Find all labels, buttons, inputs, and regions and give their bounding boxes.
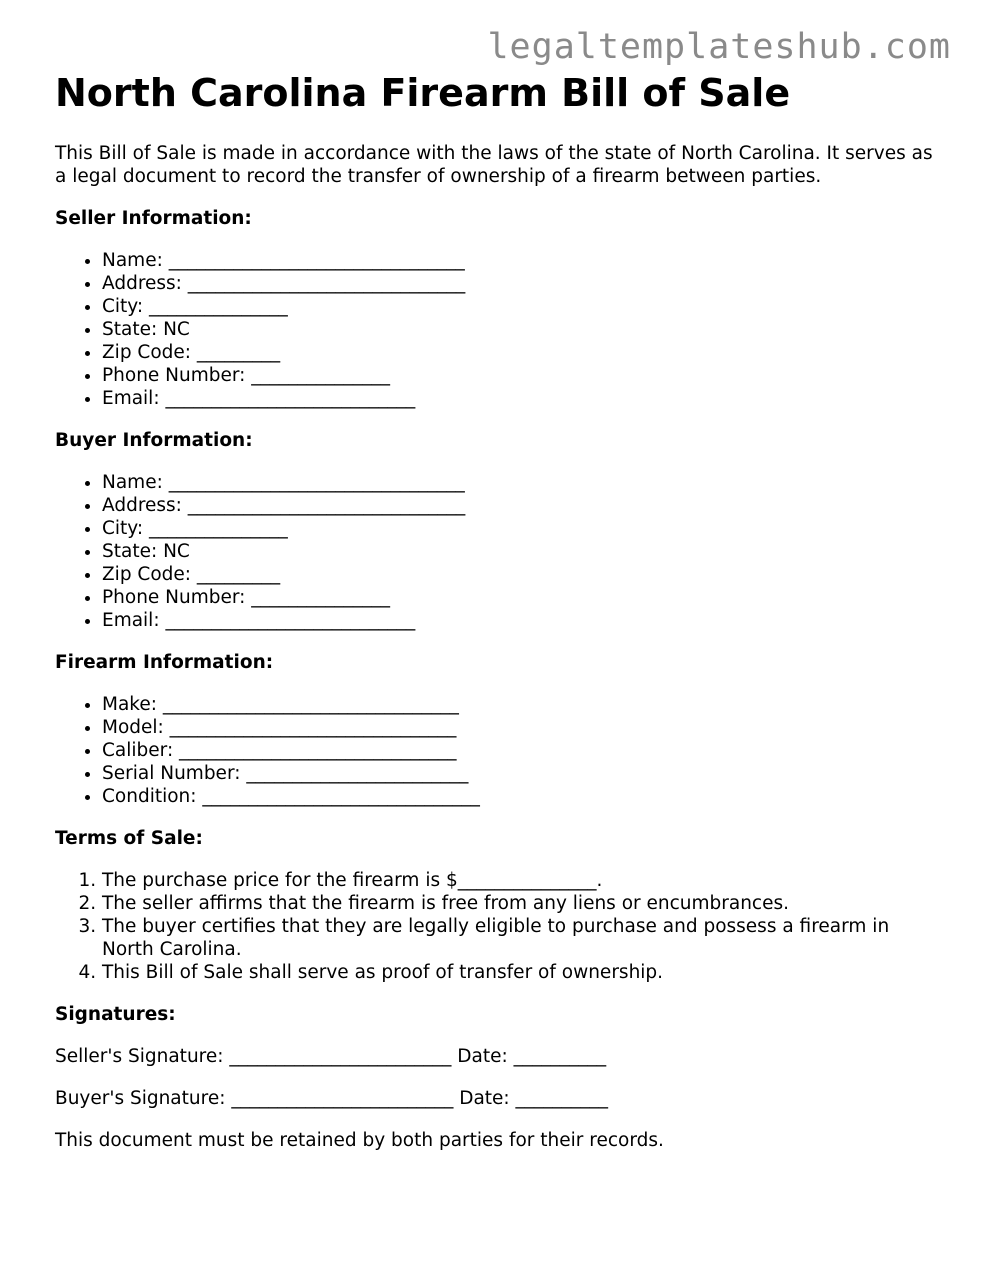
firearm-list (55, 693, 935, 808)
signatures-heading: Signatures: (55, 1004, 176, 1025)
seller-city-field: • City: _______________ (102, 295, 935, 318)
buyer-list (55, 471, 935, 632)
watermark: legaltemplateshub.com (487, 27, 951, 67)
buyer-city-field: • City: _______________ (102, 517, 935, 540)
terms-item-eligibility: 3. The buyer certifies that they are legally eligible to purchase and possess a firearm in North Carolina. (102, 915, 935, 961)
retention-note: This document must be retained by both parties for their records. (55, 1130, 664, 1151)
seller-state-field: • State: NC (102, 318, 935, 341)
terms-heading: Terms of Sale: (55, 828, 203, 849)
buyer-email-field: • Email: ___________________________ (102, 609, 935, 632)
document-body (55, 70, 935, 1152)
terms-item-proof: 4. This Bill of Sale shall serve as proof of transfer of ownership. (102, 961, 935, 984)
seller-list (55, 249, 935, 410)
seller-signature-line: Seller's Signature: ________________________ Date: __________ (55, 1046, 607, 1067)
seller-zip-field: • Zip Code: _________ (102, 341, 935, 364)
buyer-name-field: • Name: ________________________________ (102, 471, 935, 494)
buyer-signature-line: Buyer's Signature: ________________________ Date: __________ (55, 1088, 609, 1109)
firearm-caliber-field: • Caliber: ______________________________ (102, 739, 935, 762)
intro-paragraph: This Bill of Sale is made in accordance with the laws of the state of North Carolina. It serves as a legal document to record the transfer of ownership of a firearm between parties. (55, 143, 933, 187)
firearm-make-field: • Make: ________________________________ (102, 693, 935, 716)
buyer-state-field: • State: NC (102, 540, 935, 563)
firearm-condition-field: • Condition: ______________________________ (102, 785, 935, 808)
terms-item-price: 1. The purchase price for the firearm is $_______________. (102, 869, 935, 892)
buyer-address-field: • Address: ______________________________ (102, 494, 935, 517)
seller-phone-field: • Phone Number: _______________ (102, 364, 935, 387)
seller-heading: Seller Information: (55, 208, 252, 229)
seller-address-field: • Address: ______________________________ (102, 272, 935, 295)
terms-item-liens: 2. The seller affirms that the firearm is free from any liens or encumbrances. (102, 892, 935, 915)
buyer-zip-field: • Zip Code: _________ (102, 563, 935, 586)
buyer-phone-field: • Phone Number: _______________ (102, 586, 935, 609)
page-title: North Carolina Firearm Bill of Sale (55, 71, 791, 115)
buyer-heading: Buyer Information: (55, 430, 253, 451)
seller-email-field: • Email: ___________________________ (102, 387, 935, 410)
firearm-heading: Firearm Information: (55, 652, 274, 673)
seller-name-field: • Name: ________________________________ (102, 249, 935, 272)
firearm-serial-field: • Serial Number: ________________________ (102, 762, 935, 785)
firearm-model-field: • Model: _______________________________ (102, 716, 935, 739)
terms-list (55, 869, 935, 984)
